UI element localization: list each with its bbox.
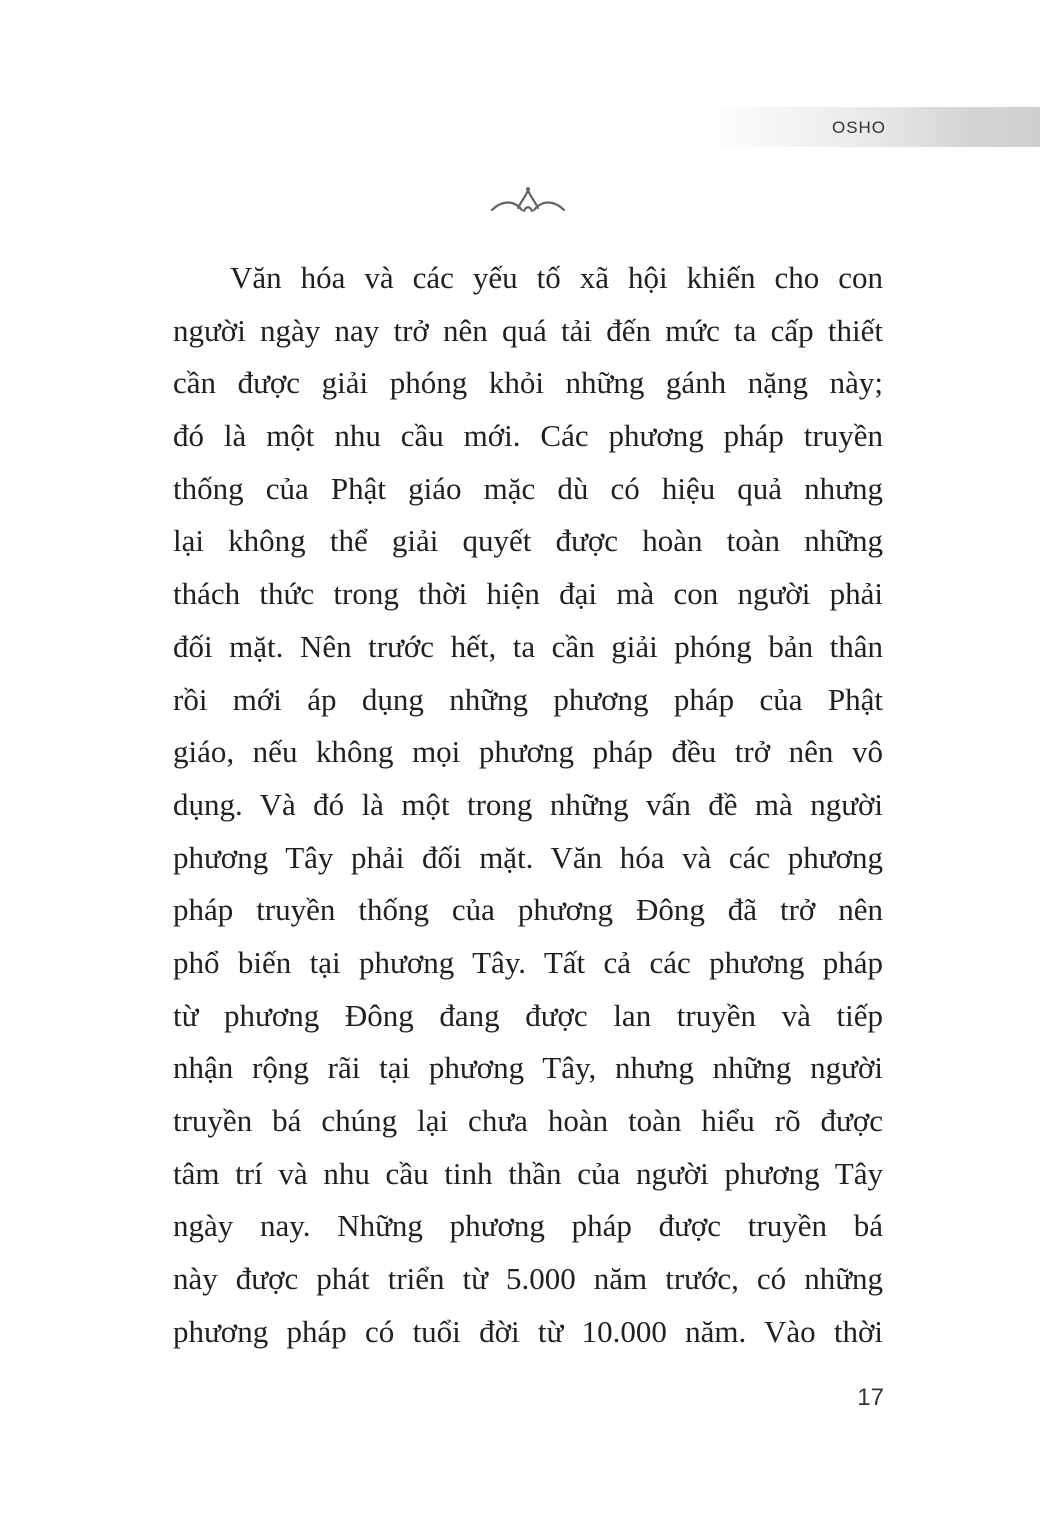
text-line: giáo, nếu không mọi phương pháp đều trở nên vô [173,734,883,770]
page-number: 17 [857,1384,884,1411]
text-line: ngày nay. Những phương pháp được truyền bá [173,1208,883,1244]
text-line: tâm trí và nhu cầu tinh thần của người phương Tây [173,1155,883,1191]
text-line: thống của Phật giáo mặc dù có hiệu quả nhưng [173,470,883,506]
text-line: phương pháp có tuổi đời từ 10.000 năm. Vào thời [173,1313,883,1349]
text-line: Văn hóa và các yếu tố xã hội khiến cho con [230,260,883,295]
text-line: phổ biến tại phương Tây. Tất cả các phương pháp [173,944,883,980]
text-line: pháp truyền thống của phương Đông đã trở nên [173,892,883,928]
text-line: người ngày nay trở nên quá tải đến mức ta cấp thiết [173,312,883,348]
text-line: thách thức trong thời hiện đại mà con người phải [173,576,883,612]
text-line: từ phương Đông đang được lan truyền và tiếp [173,997,883,1033]
text-line: cần được giải phóng khỏi những gánh nặng này; [173,365,883,401]
text-line: này được phát triển từ 5.000 năm trước, có những [173,1261,883,1297]
text-line: phương Tây phải đối mặt. Văn hóa và các phương [173,839,883,875]
text-line: rồi mới áp dụng những phương pháp của Phật [173,681,883,717]
text-line: lại không thể giải quyết được hoàn toàn những [173,523,883,559]
body-paragraph [173,252,883,1358]
text-line: đối mặt. Nên trước hết, ta cần giải phóng bản thân [173,628,883,664]
floral-divider-icon [488,186,568,220]
text-line: nhận rộng rãi tại phương Tây, nhưng những người [173,1050,883,1086]
text-line: truyền bá chúng lại chưa hoàn toàn hiểu rõ được [173,1103,883,1138]
running-title: OSHO [831,118,887,137]
text-line: dụng. Và đó là một trong những vấn đề mà người [173,786,883,822]
text-line: đó là một nhu cầu mới. Các phương pháp truyền [173,418,883,454]
